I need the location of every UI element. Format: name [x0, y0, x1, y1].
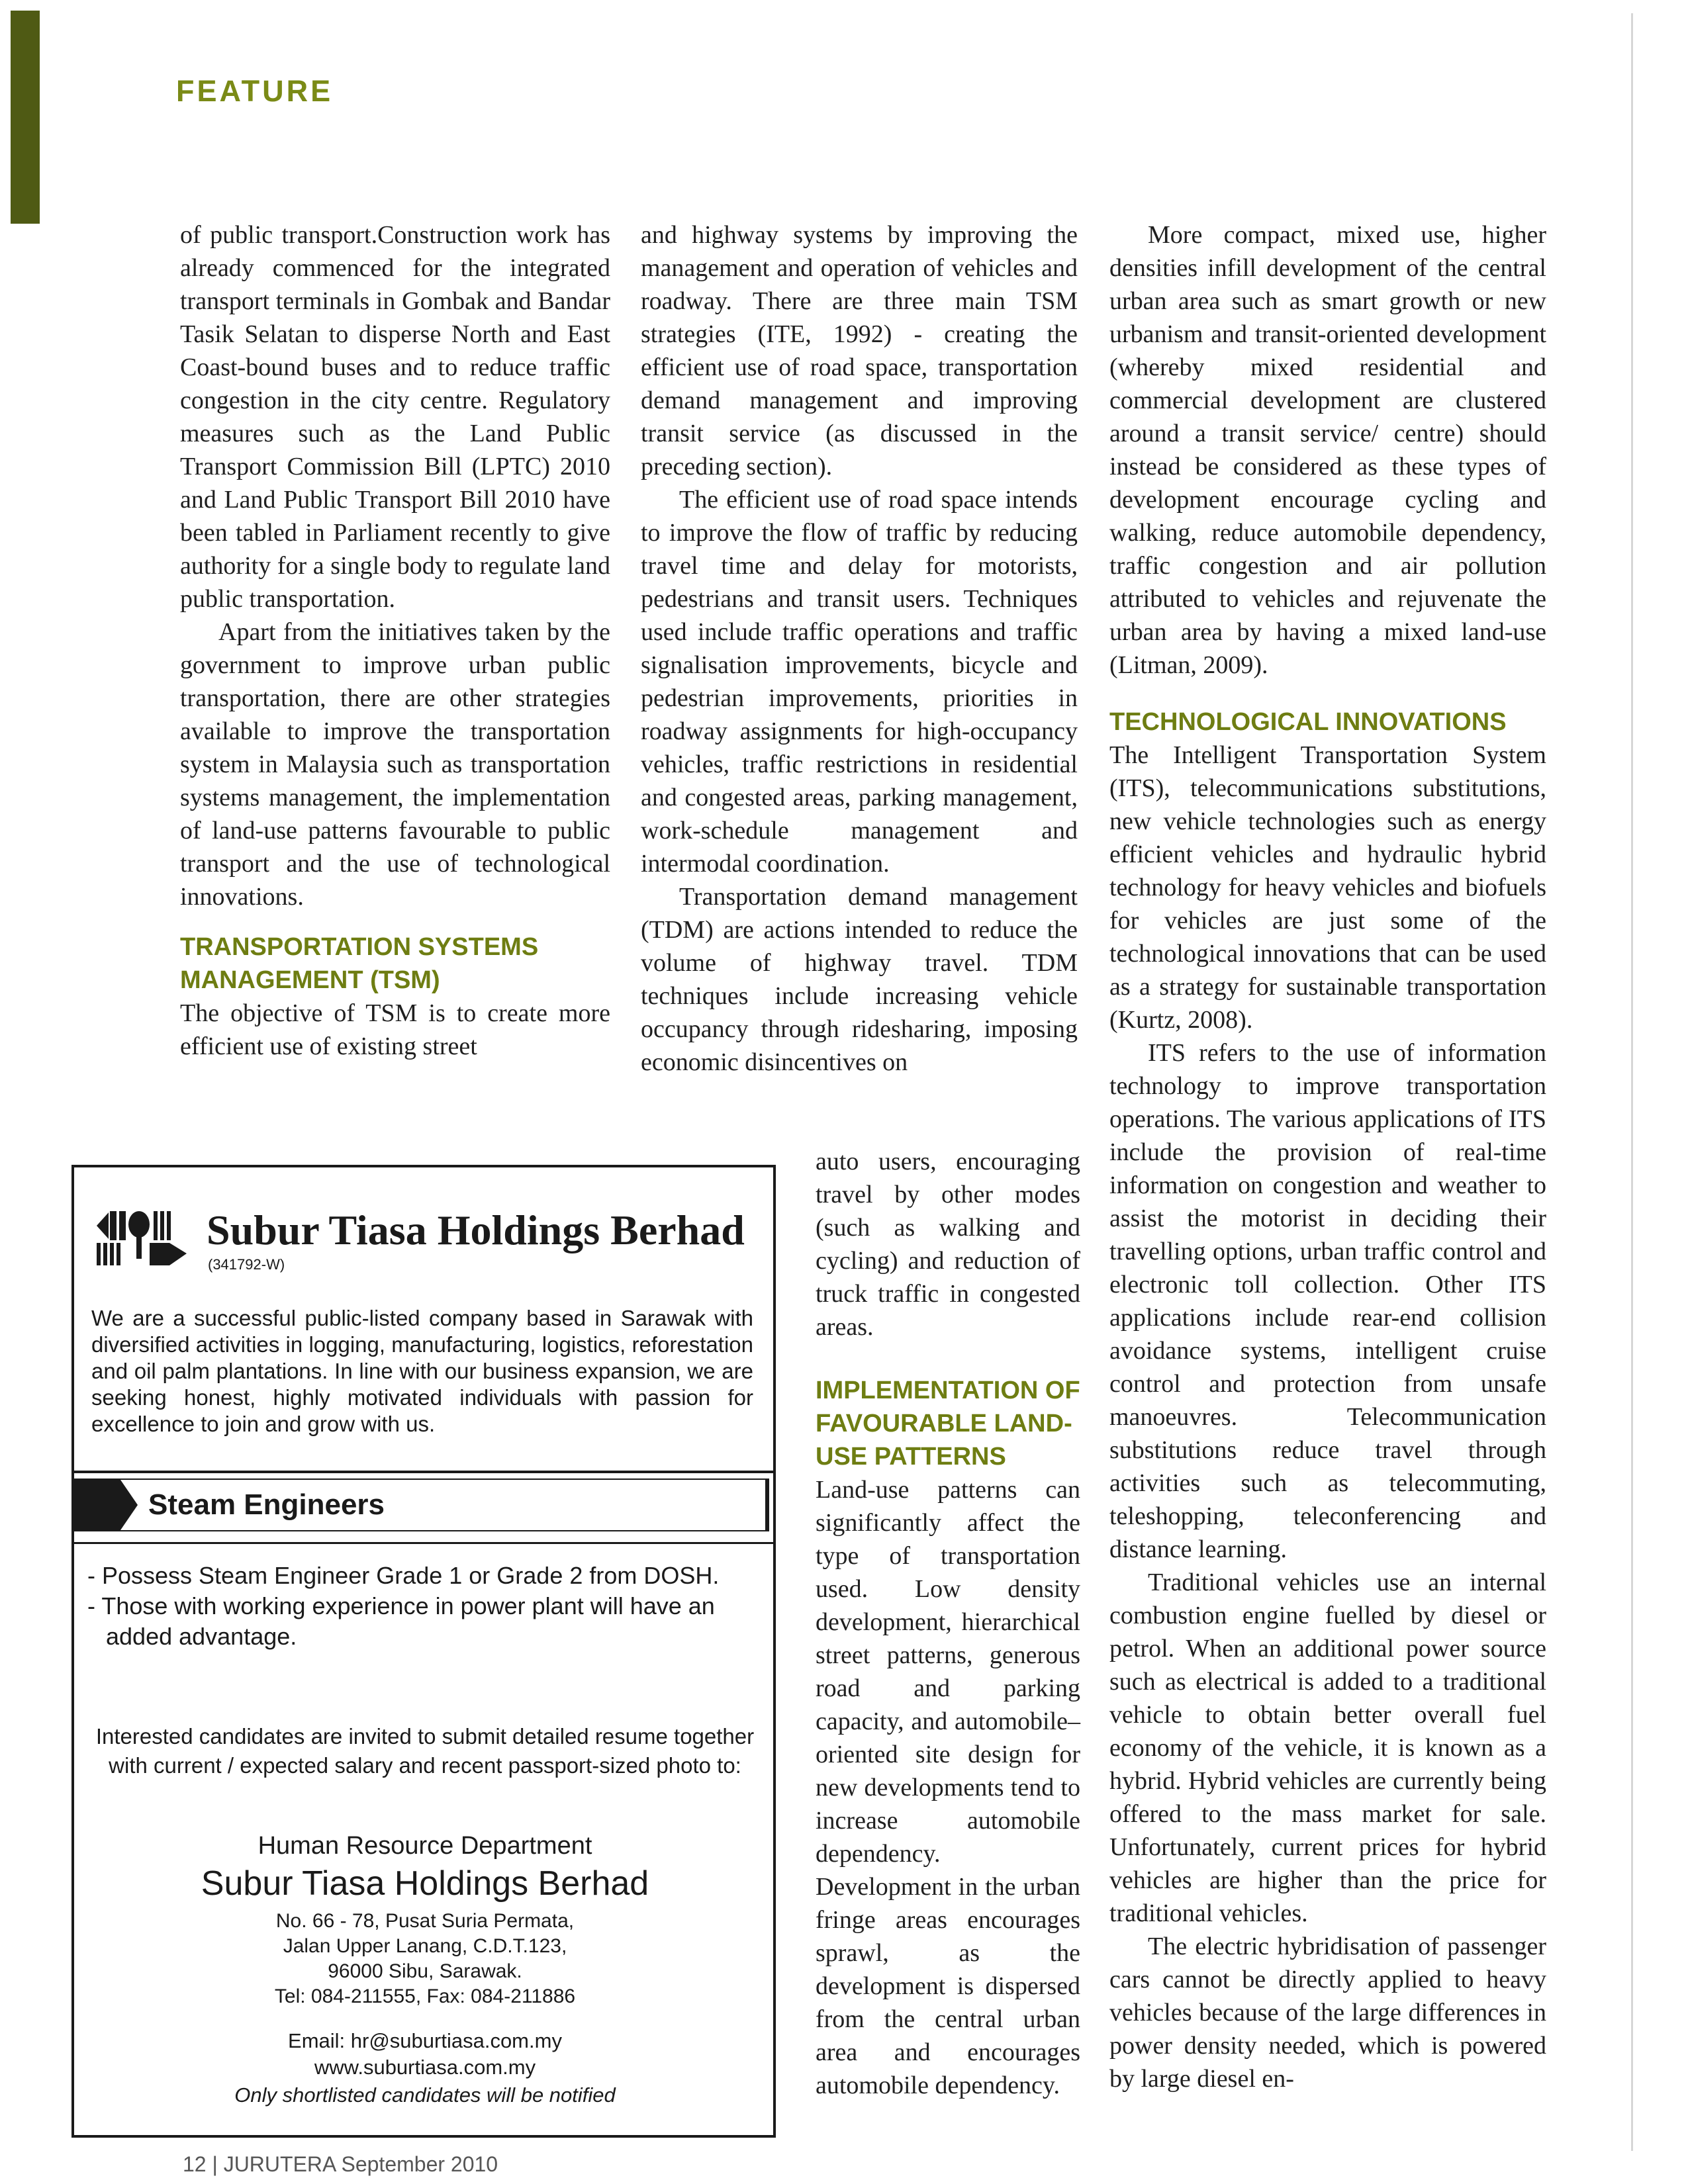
address-line: No. 66 - 78, Pusat Suria Permata, — [275, 1910, 575, 1932]
paragraph: and highway systems by improving the management and operation of vehicles and roadway. There are three main TSM strategies (ITE, 1992) - creating the efficient use of road space, transportation demand management and improving transit service (as discussed in the preceding section). — [641, 221, 1078, 480]
address-line: 96000 Sibu, Sarawak. — [328, 1960, 522, 1982]
banner-arrow-icon — [120, 1480, 138, 1530]
company-address — [94, 1909, 756, 2009]
company-logo-icon — [97, 1206, 187, 1267]
website: www.suburtiasa.com.my — [314, 2056, 536, 2079]
page-footer: 12 | JURUTERA September 2010 — [183, 2152, 498, 2176]
paragraph: Apart from the initiatives taken by the government to improve urban public transportation, there are other strategies available to improve the transportation system in Malaysia such as transportation systems management, the implementation of land-use patterns favourable to public transport and the use of technological innovations. — [180, 618, 610, 911]
page-edge-shadow — [1631, 13, 1633, 2151]
green-margin-bar — [11, 11, 40, 224]
divider — [74, 1542, 773, 1544]
paragraph: The electric hybridisation of passenger cars cannot be directly applied to heavy vehicles because of the large differences in power density needed, which is powered by large diesel en- — [1109, 1933, 1546, 2093]
paragraph: of public transport.Construction work has already commenced for the integrated transport terminals in Gombak and Bandar Tasik Selatan to disperse North and East Coast-bound buses and to reduce traffic congestion in the city centre. Regulatory measures such as the Land Public Transport Commission Bill (LPTC) 2010 and Land Public Transport Bill 2010 have been tabled in Parliament recently to give authority for a single body to regulate land public transportation. — [180, 221, 610, 613]
ad-company-title: Subur Tiasa Holdings Berhad — [207, 1206, 745, 1253]
article-column-1 — [180, 218, 610, 1063]
paragraph: ITS refers to the use of information technology to improve transportation operations. The various applications of ITS include the provision of real-time information on congestion and weather to assist the motorist in deciding their travelling options, urban traffic control and electronic toll collection. Other ITS applications include rear-end collision avoidance systems, intelligent cruise control and protection from unsafe manoeuvres. Telecommunication substitutions reduce travel through activities such as telecommuting, teleshopping, teleconferencing and distance learning. — [1109, 1039, 1546, 1563]
position-title: Steam Engineers — [148, 1488, 385, 1521]
section-label: FEATURE — [176, 74, 334, 108]
subheading-tsm: TRANSPORTATION SYSTEMS MANAGEMENT (TSM) — [180, 933, 539, 994]
article-column-3 — [1109, 218, 1546, 2095]
subheading-land-use: IMPLEMENTATION OF FAVOURABLE LAND-USE PATTERNS — [816, 1377, 1080, 1471]
phone-fax: Tel: 084-211555, Fax: 084-211886 — [274, 1985, 576, 2007]
hr-department: Human Resource Department — [258, 1832, 592, 1860]
shortlist-note: Only shortlisted candidates will be notified — [234, 2083, 616, 2107]
address-line: Jalan Upper Lanang, C.D.T.123, — [283, 1935, 567, 1957]
job-advertisement — [71, 1165, 776, 2138]
paragraph: More compact, mixed use, higher densities infill development of the central urban area such as smart growth or new urbanism and transit-oriented development (whereby mixed residential and commercial development are clustered around a transit service/ centre) should instead be considered as these types of development encourage cycling and walking, reduce automobile dependency, traffic congestion and air pollution attributed to vehicles and rejuvenate the urban area by having a mixed land-use (Litman, 2009). — [1109, 221, 1546, 679]
banner-tab — [74, 1480, 120, 1530]
banner-end — [765, 1480, 769, 1530]
paragraph: The Intelligent Transportation System (ITS), telecommunications substitutions, new vehicle technologies such as energy efficient vehicles and hydraulic hybrid technology for heavy vehicles and biofuels for vehicles are just some of the technological innovations that can be used as a strategy for sustainable transportation (Kurtz, 2008). — [1109, 741, 1546, 1034]
contact-info — [94, 2028, 756, 2081]
article-column-2-continued — [816, 1145, 1080, 2102]
position-banner — [74, 1479, 769, 1531]
paragraph: Traditional vehicles use an internal combustion engine fuelled by diesel or petrol. When an additional power source such as electrical is added to a traditional vehicle to obtain better overall fuel economy of the vehicle, it is known as a hybrid. Hybrid vehicles are currently being offered to the mass market for sale. Unfortunately, current prices for hybrid vehicles are higher than the price for traditional vehicles. — [1109, 1569, 1546, 1927]
subheading-tech: TECHNOLOGICAL INNOVATIONS — [1109, 708, 1507, 736]
ad-registration-number: (341792-W) — [208, 1256, 285, 1273]
requirement-item: - Possess Steam Engineer Grade 1 or Grade 2 from DOSH. — [87, 1562, 720, 1589]
divider — [74, 1471, 773, 1473]
paragraph: Land-use patterns can significantly affect the type of transportation used. Low density development, hierarchical street patterns, generous road and parking capacity, and automobile–oriented site design for new developments tend to increase automobile dependency. Development in the urban fringe areas encourages sprawl, as the development is dispersed from the central urban area and encourages automobile dependency. — [816, 1476, 1080, 2099]
paragraph: Transportation demand management (TDM) are actions intended to reduce the volume of highway travel. TDM techniques include increasing vehicle occupancy through ridesharing, imposing economic disincentives on — [641, 883, 1078, 1076]
requirement-item: - Those with working experience in power plant will have an added advantage. — [87, 1592, 715, 1650]
paragraph: The objective of TSM is to create more efficient use of existing street — [180, 999, 610, 1060]
paragraph: The efficient use of road space intends to improve the flow of traffic by reducing travel time and delay for motorists, pedestrians and transit users. Techniques used include traffic operations and traffic signalisation improvements, bicycle and pedestrian improvements, priorities in roadway assignments for high-occupancy vehicles, traffic restrictions in residential and congested areas, parking management, work-schedule management and intermodal coordination. — [641, 486, 1078, 878]
article-column-2 — [641, 218, 1078, 1079]
ad-intro-text: We are a successful public-listed company based in Sarawak with diversified activities in logging, manufacturing, logistics, reforestation and oil palm plantations. In line with our business expansion, we are seeking honest, highly motivated individuals with passion for excellence to join and grow with us. — [91, 1306, 753, 1436]
paragraph: auto users, encouraging travel by other modes (such as walking and cycling) and reduction of truck traffic in congested areas. — [816, 1148, 1080, 1341]
application-instructions: Interested candidates are invited to submit detailed resume together with current / expected salary and recent passport-sized photo to: — [95, 1724, 755, 1778]
email: Email: hr@suburtiasa.com.my — [288, 2029, 562, 2052]
ad-company-name: Subur Tiasa Holdings Berhad — [201, 1864, 649, 1903]
requirements-list — [87, 1561, 756, 1652]
